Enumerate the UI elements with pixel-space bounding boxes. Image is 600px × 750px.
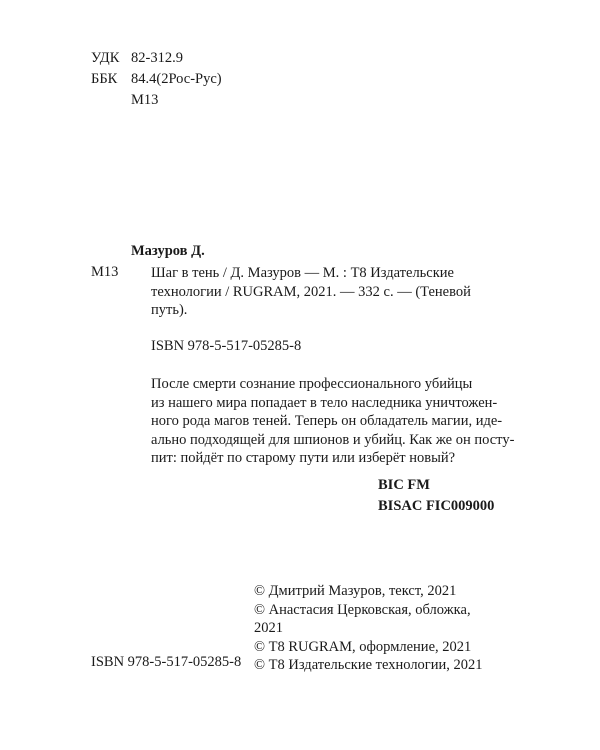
annotation-line: пит: пойдёт по старому пути или изберёт новый?	[151, 450, 456, 466]
description-line: путь).	[151, 302, 188, 318]
copyright-line: © Т8 Издательские технологии, 2021	[254, 657, 483, 673]
bibliographic-description	[151, 264, 471, 320]
description-line: технологии / RUGRAM, 2021. — 332 с. — (Теневой	[151, 283, 471, 300]
description-line: Шаг в тень / Д. Мазуров — М. : Т8 Издательские	[151, 265, 454, 281]
udk-value: 82-312.9	[131, 50, 183, 66]
bbk-value: 84.4(2Рос-Рус)	[131, 71, 222, 87]
bisac-code: BISAC FIC009000	[378, 498, 495, 514]
bbk-label: ББК	[91, 71, 118, 87]
author-mark-side: М13	[91, 264, 119, 280]
copyright-line: © Анастасия Церковская, обложка,	[254, 601, 471, 618]
author-name: Мазуров Д.	[131, 243, 205, 259]
copyright-line: 2021	[254, 620, 283, 636]
isbn: ISBN 978-5-517-05285-8	[151, 338, 302, 354]
copyright-notice	[254, 582, 483, 675]
bic-code: BIC FM	[378, 477, 430, 493]
copyright-line: © Дмитрий Мазуров, текст, 2021	[254, 583, 457, 599]
copyright-line: © Т8 RUGRAM, оформление, 2021	[254, 638, 472, 655]
author-mark: М13	[131, 92, 159, 108]
isbn-bottom: ISBN 978-5-517-05285-8	[91, 654, 242, 670]
annotation-line: ного рода магов теней. Теперь он обладатель магии, иде-	[151, 413, 503, 429]
annotation	[151, 375, 514, 468]
udk-label: УДК	[91, 50, 120, 66]
annotation-line: ально подходящей для шпионов и убийц. Как же он посту-	[151, 431, 515, 448]
annotation-line: из нашего мира попадает в тело наследника уничтожен-	[151, 394, 498, 411]
annotation-line: После смерти сознание профессионального убийцы	[151, 376, 473, 392]
